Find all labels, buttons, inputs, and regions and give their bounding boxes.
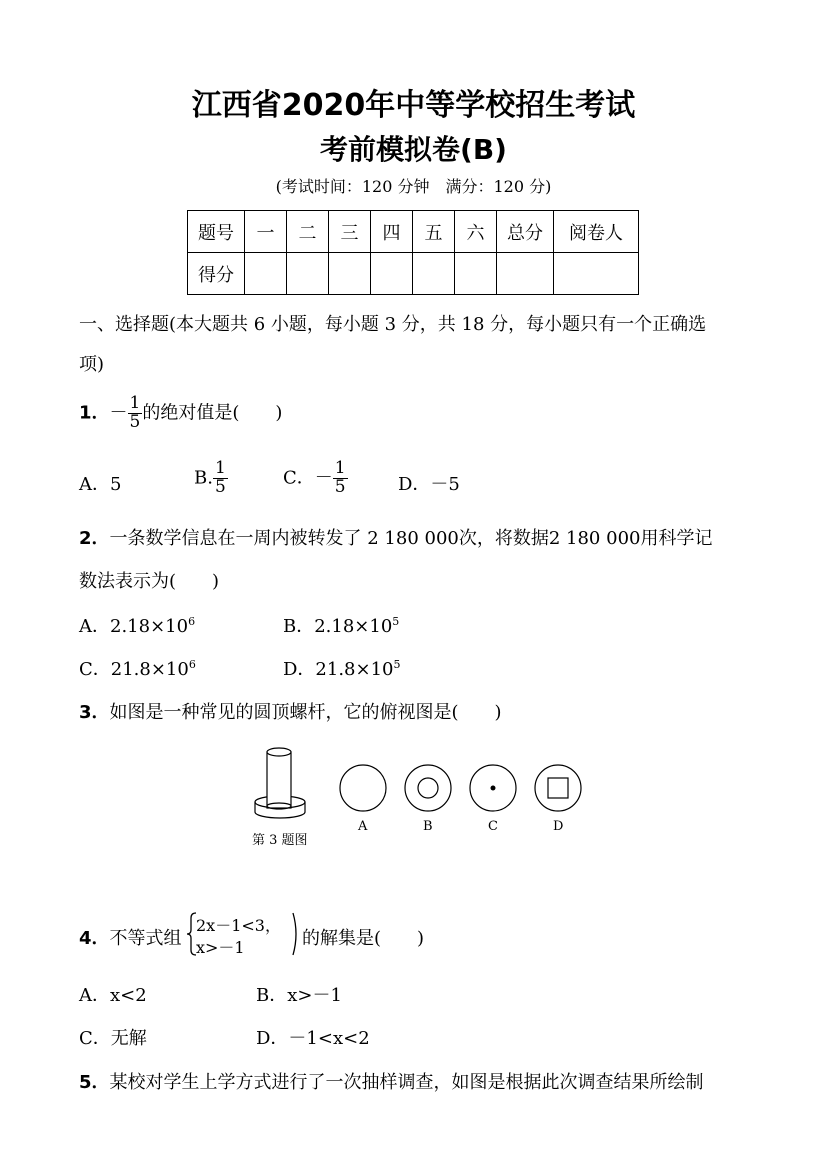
question-text: 某校对学生上学方式进行了一次抽样调查，如图是根据此次调查结果所绘制 (109, 1072, 704, 1093)
figure-label-c: C (488, 819, 498, 834)
fraction-denominator: 5 (129, 411, 141, 432)
fraction (128, 395, 143, 432)
score-table-header: 阅卷人 (554, 211, 639, 253)
score-cell (554, 253, 639, 295)
q4-option-b: B．x>－1 (256, 985, 342, 1006)
fraction-denominator: 5 (214, 476, 226, 497)
figure-label-a: A (358, 819, 368, 834)
q2-option-c (79, 655, 196, 681)
figure-label-d: D (553, 819, 564, 834)
question-number: 1． (79, 402, 110, 424)
question-1 (79, 395, 282, 432)
question-number: 4． (79, 928, 110, 949)
score-cell (371, 253, 413, 295)
question-text: 的绝对值是( ) (142, 402, 283, 424)
score-table (187, 210, 639, 295)
score-table-header: 二 (287, 211, 329, 253)
fraction-numerator: 1 (129, 393, 141, 413)
q1-option-d: D．－5 (398, 474, 460, 495)
question-2-cont: 数法表示为( ) (79, 571, 220, 592)
q3-figure (240, 742, 600, 854)
q2-option-a (79, 612, 195, 638)
option-c-dot (491, 786, 496, 791)
fraction (213, 460, 228, 497)
question-number: 3． (79, 702, 110, 723)
exam-subtitle: 考前模拟卷(B) (320, 133, 507, 166)
question-5 (79, 1068, 704, 1094)
exam-title: 江西省2020年中等学校招生考试 (191, 88, 636, 123)
option-a-circle (340, 765, 386, 811)
question-2 (79, 524, 712, 550)
q4-option-c: C．无解 (79, 1028, 147, 1049)
fraction (333, 460, 348, 497)
section-heading: 一、选择题(本大题共 6 小题，每小题 3 分，共 18 分，每小题只有一个正确选 (79, 314, 707, 335)
score-row-label: 得分 (188, 253, 245, 295)
fraction-numerator: 1 (214, 458, 226, 478)
option-b-circle (405, 765, 451, 811)
option-text: B．2.18×10 (283, 616, 393, 637)
minus-sign: － (109, 402, 128, 424)
fraction-denominator: 5 (334, 476, 346, 497)
question-text: 如图是一种常见的圆顶螺杆，它的俯视图是( ) (109, 702, 502, 723)
score-cell (497, 253, 554, 295)
score-cell (245, 253, 287, 295)
inequality-1: 2x－1<3， (196, 916, 281, 935)
q1-option-b (194, 460, 228, 497)
score-cell (287, 253, 329, 295)
fraction-numerator: 1 (334, 458, 346, 478)
figure-label-b: B (423, 819, 433, 834)
option-d-square (548, 778, 568, 798)
inequality-2: x>－1 (196, 938, 245, 957)
score-table-header-row (188, 211, 639, 253)
exam-info: (考试时间：120 分钟 满分：120 分) (275, 177, 552, 196)
question-3 (79, 698, 502, 724)
score-table-header: 五 (413, 211, 455, 253)
question-number: 2． (79, 528, 110, 549)
score-table-header: 四 (371, 211, 413, 253)
q1-option-c (283, 460, 348, 497)
right-paren-icon (291, 912, 301, 956)
score-table-header: 题号 (188, 211, 245, 253)
exponent: 6 (188, 615, 196, 628)
option-prefix: C．－ (283, 467, 333, 489)
q2-option-d (283, 655, 401, 681)
section-heading-cont: 项) (79, 354, 105, 375)
question-4-prefix (79, 924, 182, 950)
bolt-illustration (255, 748, 305, 818)
score-table-header: 一 (245, 211, 287, 253)
option-text: D．21.8×10 (283, 659, 394, 680)
score-cell (413, 253, 455, 295)
q2-option-b (283, 612, 399, 638)
option-prefix: B. (194, 467, 213, 489)
score-table-header: 三 (329, 211, 371, 253)
question-4-suffix: 的解集是( ) (302, 928, 425, 949)
score-table-header: 总分 (497, 211, 554, 253)
question-number: 5． (79, 1072, 110, 1093)
score-table-header: 六 (455, 211, 497, 253)
exponent: 5 (392, 615, 400, 628)
exponent: 5 (393, 658, 401, 671)
question-text: 一条数学信息在一周内被转发了 2 180 000次，将数据2 180 000用科学记 (109, 528, 713, 549)
q4-option-d: D．－1<x<2 (256, 1028, 370, 1049)
q1-option-a: A．5 (79, 474, 122, 495)
figure-caption: 第 3 题图 (252, 833, 308, 848)
score-cell (455, 253, 497, 295)
option-text: C．21.8×10 (79, 659, 189, 680)
option-b-inner-circle (418, 778, 438, 798)
q4-option-a: A．x<2 (79, 985, 147, 1006)
option-d-circle (535, 765, 581, 811)
option-text: A．2.18×10 (79, 616, 189, 637)
exponent: 6 (188, 658, 196, 671)
score-table-score-row (188, 253, 639, 295)
score-cell (329, 253, 371, 295)
question-text: 不等式组 (109, 928, 182, 949)
